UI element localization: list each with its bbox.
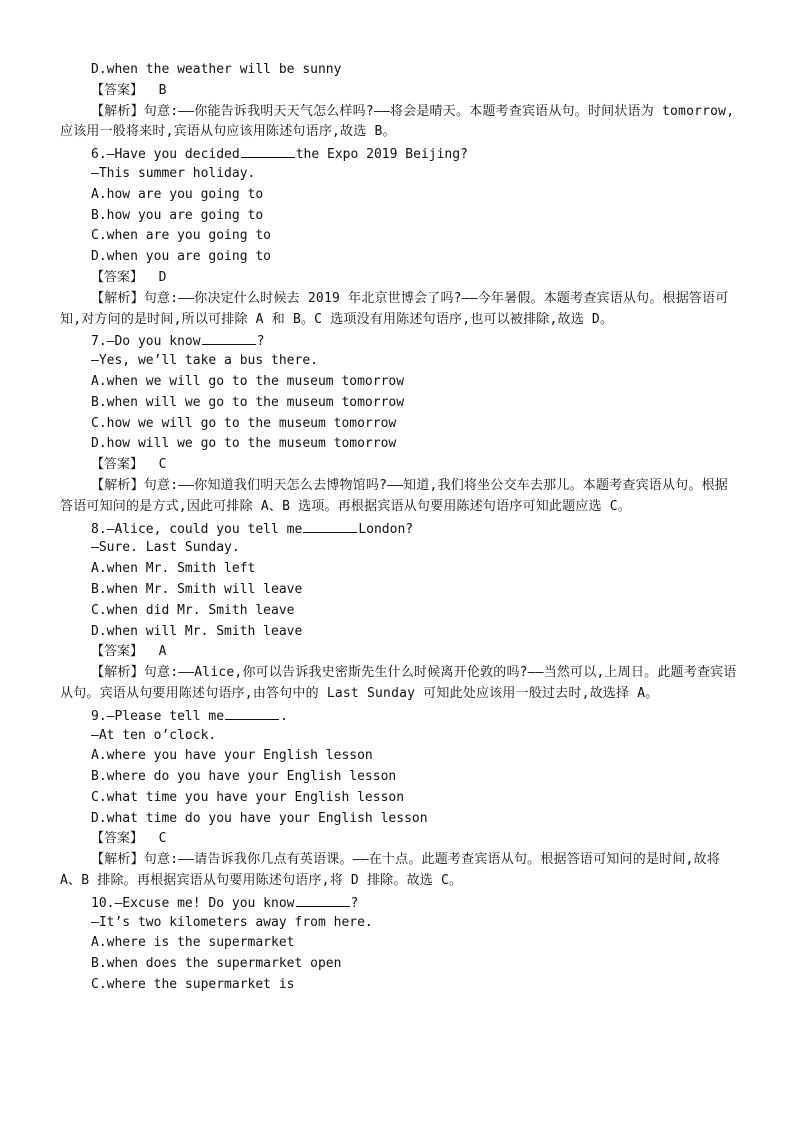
answer-label: 【答案】 <box>91 269 144 285</box>
answer-blank <box>241 143 295 158</box>
answer-8 <box>60 642 740 663</box>
answer-value: A <box>158 644 167 660</box>
option-9-d: D.what time do you have your English lesson <box>91 810 428 826</box>
question-9: 9.—Please tell me . <box>60 705 740 726</box>
response-10: —It’s two kilometers away from here. <box>91 914 373 930</box>
option-9-b: B.where do you have your English lesson <box>91 769 397 785</box>
option-8-a: A.when Mr. Smith left <box>91 561 256 577</box>
option-6-a: A.how are you going to <box>91 186 264 202</box>
question-10: 10.—Excuse me! Do you know ? <box>60 892 740 913</box>
answer-label: 【答案】 <box>91 457 144 473</box>
option-10-b: B.when does the supermarket open <box>91 956 342 972</box>
option-10-a: A.where is the supermarket <box>91 935 295 951</box>
analysis-5: 【解析】句意:——你能告诉我明天天气怎么样吗?——将会是晴天。本题考查宾语从句。时间状语为 tomorrow,应该用一般将来时,宾语从句应该用陈述句语序,故选 B。 <box>60 103 735 140</box>
analysis-9: 【解析】句意:——请告诉我你几点有英语课。——在十点。此题考查宾语从句。根据答语可知问的是时间,故将 A、B 排除。再根据宾语从句要用陈述句语序,将 D 排除。故选 C。 <box>60 852 720 889</box>
option-6-c: C.when are you going to <box>91 228 272 244</box>
answer-value: C <box>158 831 167 847</box>
answer-blank <box>296 892 350 907</box>
option-5-d: D.when the weather will be sunny <box>91 62 342 77</box>
answer-value: B <box>158 82 167 98</box>
answer-label: 【答案】 <box>91 82 144 98</box>
option-9-a: A.where you have your English lesson <box>91 748 373 764</box>
option-9-c: C.what time you have your English lesson <box>91 789 405 805</box>
option-7-c: C.how we will go to the museum tomorrow <box>91 415 397 431</box>
answer-9 <box>60 829 740 850</box>
option-10-c: C.where the supermarket is <box>91 977 295 993</box>
question-7: 7.—Do you know ? <box>60 330 740 351</box>
answer-label: 【答案】 <box>91 644 144 660</box>
response-8: —Sure. Last Sunday. <box>91 540 240 556</box>
option-6-b: B.how you are going to <box>91 207 264 223</box>
answer-blank <box>303 518 357 533</box>
response-7: —Yes, we’ll take a bus there. <box>91 353 318 369</box>
answer-label: 【答案】 <box>91 831 144 847</box>
option-7-b: B.when will we go to the museum tomorrow <box>91 394 405 410</box>
option-7-a: A.when we will go to the museum tomorrow <box>91 373 405 389</box>
question-6: 6.—Have you decided the Expo 2019 Beijing? <box>60 143 740 164</box>
analysis-7: 【解析】句意:——你知道我们明天怎么去博物馆吗?——知道,我们将坐公交车去那儿。本题考查宾语从句。根据答语可知问的是方式,因此可排除 A、B 选项。再根据宾语从句要用陈述句语序可知此题应选 C。 <box>60 477 728 514</box>
analysis-8: 【解析】句意:——Alice,你可以告诉我史密斯先生什么时候离开伦敦的吗?——当然可以,上周日。此题考查宾语从句。宾语从句要用陈述句语序,由答句中的 Last Sunday 可知此处应该用一般过去时,故选择 A。 <box>60 665 737 701</box>
analysis-6: 【解析】句意:——你决定什么时候去 2019 年北京世博会了吗?——今年暑假。本题考查宾语从句。根据答语可知,对方问的是时间,所以可排除 A 和 B。C 选项没有用陈述句语序,也可以被排除,故选 D。 <box>60 290 729 327</box>
answer-value: D <box>158 269 167 285</box>
option-7-d: D.how will we go to the museum tomorrow <box>91 436 397 452</box>
answer-blank <box>202 330 256 345</box>
question-8: 8.—Alice, could you tell me London? <box>60 518 740 539</box>
answer-6 <box>60 268 740 289</box>
document-page <box>60 60 740 996</box>
option-6-d: D.when you are going to <box>91 249 272 265</box>
response-9: —At ten o’clock. <box>91 727 217 743</box>
option-8-b: B.when Mr. Smith will leave <box>91 581 303 597</box>
answer-value: C <box>158 457 167 473</box>
option-8-d: D.when will Mr. Smith leave <box>91 623 303 639</box>
answer-7 <box>60 455 740 476</box>
answer-blank <box>225 705 279 720</box>
answer-5 <box>60 81 740 102</box>
response-6: —This summer holiday. <box>91 165 256 181</box>
option-8-c: C.when did Mr. Smith leave <box>91 602 295 618</box>
